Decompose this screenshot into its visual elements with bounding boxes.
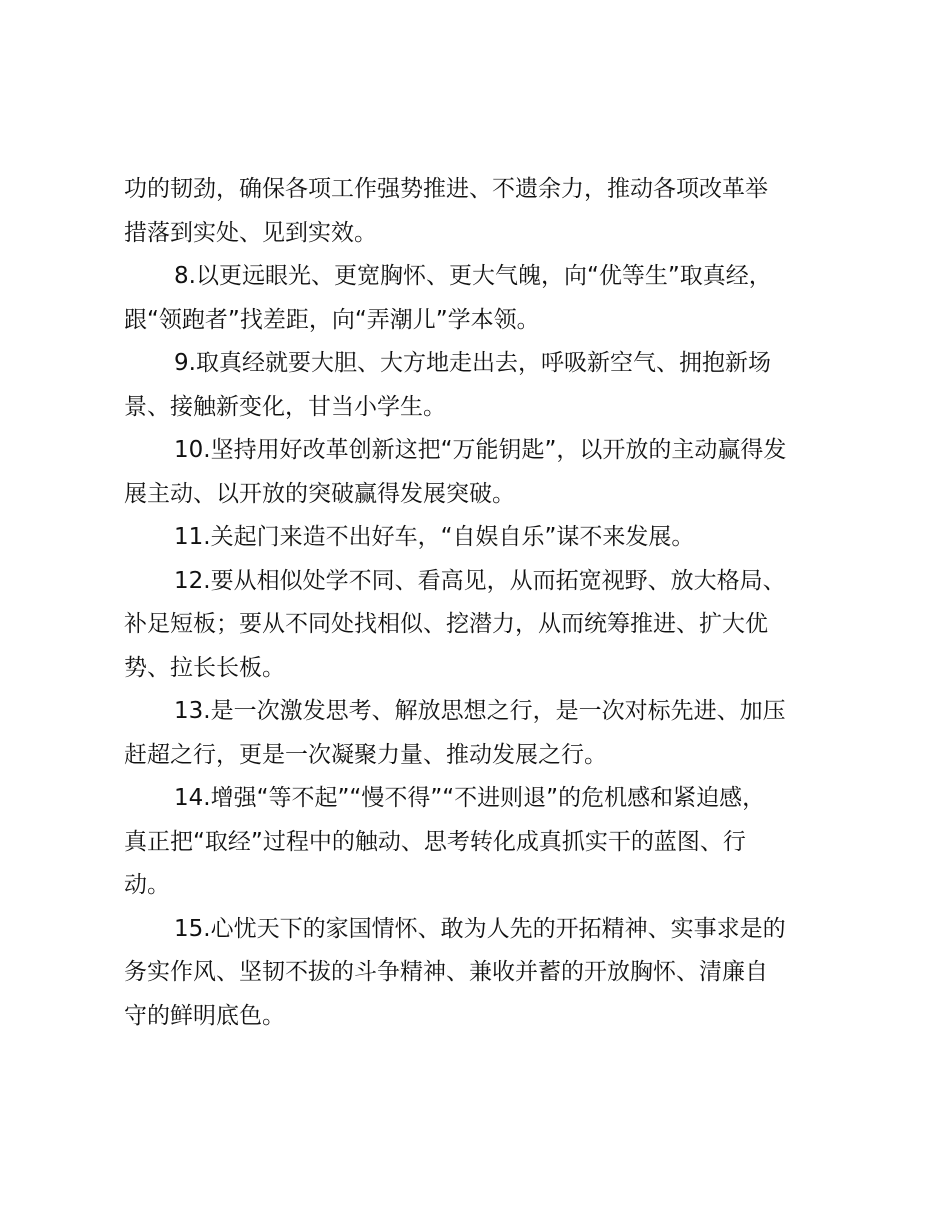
text-line: 14.增强“等不起”“慢不得”“不进则退”的危机感和紧迫感， bbox=[174, 785, 766, 811]
paragraph-item-11 bbox=[124, 516, 836, 560]
text-line: 展主动、以开放的突破赢得发展突破。 bbox=[124, 480, 515, 507]
text-line: 动。 bbox=[124, 872, 170, 898]
text-line: 15.心忧天下的家国情怀、敢为人先的开拓精神、实事求是的 bbox=[174, 915, 786, 942]
text-line: 功的韧劲，确保各项工作强势推进、不遗余力，推动各项改革举 bbox=[124, 176, 768, 202]
text-line: 景、接触新变化，甘当小学生。 bbox=[124, 393, 446, 420]
paragraph-item-14 bbox=[124, 777, 836, 908]
paragraph-item-10 bbox=[124, 429, 836, 516]
text-line: 守的鲜明底色。 bbox=[124, 1002, 285, 1029]
document-body bbox=[124, 168, 836, 1038]
text-line: 势、拉长长板。 bbox=[124, 654, 285, 681]
text-line: 10.坚持用好改革创新这把“万能钥匙”，以开放的主动赢得发 bbox=[174, 437, 787, 463]
text-line: 补足短板；要从不同处找相似、挖潜力，从而统筹推进、扩大优 bbox=[124, 611, 768, 637]
paragraph-item-9 bbox=[124, 342, 836, 429]
text-line: 赶超之行，更是一次凝聚力量、推动发展之行。 bbox=[124, 741, 607, 768]
paragraph-item-13 bbox=[124, 690, 836, 777]
text-line: 12.要从相似处学不同、看高见，从而拓宽视野、放大格局、 bbox=[174, 567, 786, 594]
text-line: 真正把“取经”过程中的触动、思考转化成真抓实干的蓝图、行 bbox=[124, 828, 746, 855]
text-line: 11.关起门来造不出好车，“自娱自乐”谋不来发展。 bbox=[174, 524, 695, 550]
paragraph-continuation bbox=[124, 168, 836, 255]
text-line: 跟“领跑者”找差距，向“弄潮儿”学本领。 bbox=[124, 306, 540, 333]
text-line: 务实作风、坚韧不拔的斗争精神、兼收并蓄的开放胸怀、清廉自 bbox=[124, 959, 768, 985]
text-line: 13.是一次激发思考、解放思想之行，是一次对标先进、加压 bbox=[174, 698, 786, 724]
paragraph-item-12 bbox=[124, 560, 836, 691]
paragraph-item-8 bbox=[124, 255, 836, 342]
paragraph-item-15 bbox=[124, 908, 836, 1039]
text-line: 8.以更远眼光、更宽胸怀、更大气魄，向“优等生”取真经， bbox=[174, 263, 772, 289]
text-line: 9.取真经就要大胆、大方地走出去，呼吸新空气、拥抱新场 bbox=[174, 350, 771, 376]
text-line: 措落到实处、见到实效。 bbox=[124, 219, 377, 246]
